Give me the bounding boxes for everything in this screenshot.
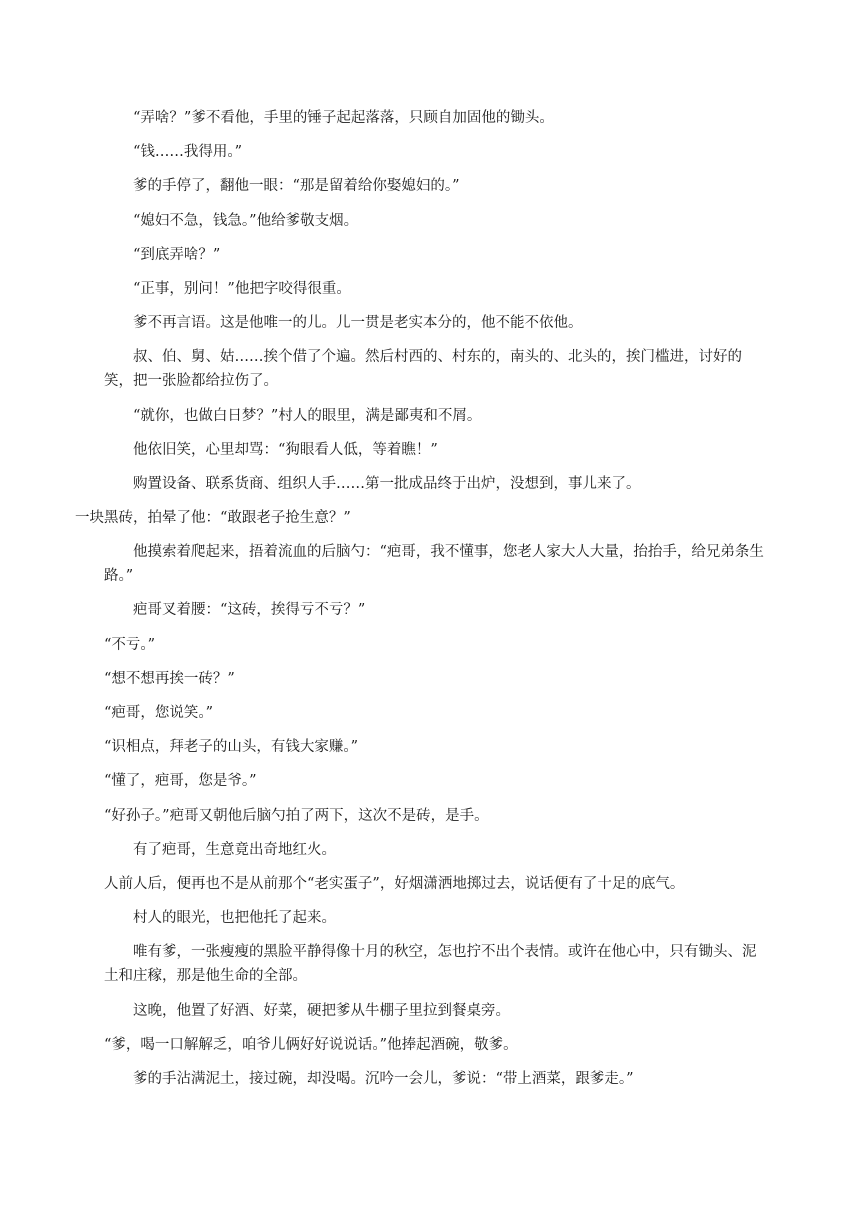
paragraph: “正事，别问！”他把字咬得很重。 xyxy=(133,280,351,297)
paragraph: “到底弄啥？” xyxy=(133,246,221,263)
paragraph: 疤哥叉着腰：“这砖，挨得亏不亏？” xyxy=(133,602,366,619)
paragraph: 这晚，他置了好酒、好菜，硬把爹从牛棚子里拉到餐桌旁。 xyxy=(133,1002,510,1019)
paragraph: “想不想再挨一砖？” xyxy=(104,670,235,687)
paragraph: 爹不再言语。这是他唯一的儿。儿一贯是老实本分的，他不能不依他。 xyxy=(133,315,583,332)
paragraph: 有了疤哥，生意竟出奇地红火。 xyxy=(133,841,336,858)
paragraph: “疤哥，您说笑。” xyxy=(104,705,214,721)
paragraph: 叔、伯、舅、姑……挨个借了个遍。然后村西的、村东的，南头的、北头的，挨门槛进，讨好的笑，把一张脸都给拉伤了。 xyxy=(104,349,742,390)
paragraph: 唯有爹，一张瘦瘦的黑脸平静得像十月的秋空，怎也拧不出个表情。或许在他心中，只有锄头、泥土和庄稼，那是他生命的全部。 xyxy=(104,944,757,985)
paragraph: 人前人后，便再也不是从前那个“老实蛋子”，好烟潇洒地掷过去，说话便有了十足的底气。 xyxy=(104,875,685,892)
paragraph: 他依旧笑，心里却骂：“狗眼看人低，等着瞧！” xyxy=(133,441,438,458)
paragraph: “就你，也做白日梦？”村人的眼里，满是鄙夷和不屑。 xyxy=(133,407,482,424)
paragraph: 爹的手停了，翻他一眼：“那是留着给你娶媳妇的。” xyxy=(133,178,460,195)
paragraph: 爹的手沾满泥土，接过碗，却没喝。沉吟一会儿，爹说：“带上酒菜，跟爹走。” xyxy=(133,1070,634,1087)
paragraph: “懂了，疤哥，您是爷。” xyxy=(104,773,257,790)
paragraph: “好孙子。”疤哥又朝他后脑勺拍了两下，这次不是砖，是手。 xyxy=(104,807,489,824)
paragraph: “识相点，拜老子的山头，有钱大家赚。” xyxy=(104,739,359,756)
paragraph: “爹，喝一口解解乏，咱爷儿俩好好说说话。”他捧起酒碗，敬爹。 xyxy=(104,1036,518,1053)
paragraph: 村人的眼光，也把他托了起来。 xyxy=(133,910,336,927)
paragraph: “媳妇不急，钱急。”他给爹敬支烟。 xyxy=(133,212,359,229)
paragraph: 一块黑砖，拍晕了他：“敢跟老子抢生意？” xyxy=(75,510,351,527)
paragraph: 他摸索着爬起来，捂着流血的后脑勺：“疤哥，我不懂事，您老人家大人大量，抬抬手，给兄弟条生路。” xyxy=(104,544,764,585)
paragraph: “钱……我得用。” xyxy=(133,144,243,161)
paragraph: “弄啥？”爹不看他，手里的锤子起起落落，只顾自加固他的锄头。 xyxy=(133,110,554,126)
article-body xyxy=(75,106,764,1101)
paragraph: 购置设备、联系货商、组织人手……第一批成品终于出炉，没想到，事儿来了。 xyxy=(133,475,641,492)
paragraph: “不亏。” xyxy=(104,636,156,653)
